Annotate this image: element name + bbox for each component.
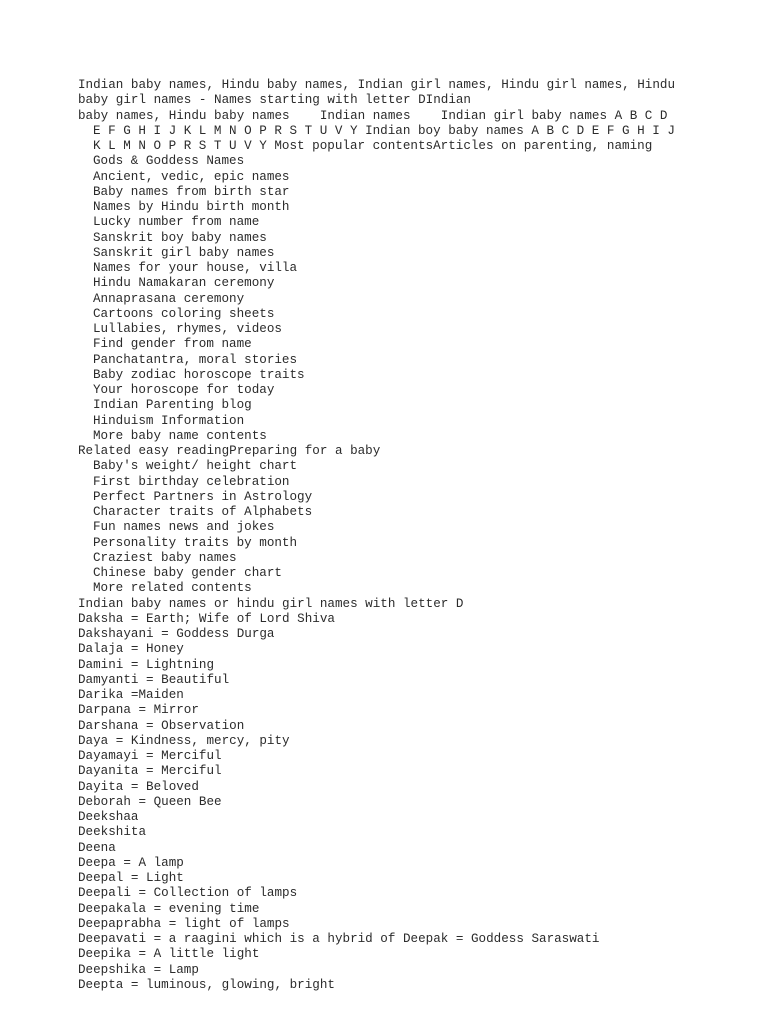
popular-link[interactable]: Gods & Goddess Names: [93, 154, 245, 169]
name-entry: Deepakala = evening time: [78, 901, 260, 916]
related-link[interactable]: More related contents: [93, 581, 252, 596]
related-link[interactable]: Fun names news and jokes: [93, 520, 275, 535]
name-entry: Deepta = luminous, glowing, bright: [78, 977, 335, 992]
names-list: [78, 612, 758, 993]
popular-link[interactable]: Sanskrit girl baby names: [93, 245, 275, 260]
name-entry: Damyanti = Beautiful: [78, 672, 230, 687]
document-page: [78, 78, 758, 993]
name-entry: Dalaja = Honey: [78, 642, 184, 657]
popular-link[interactable]: Annaprasana ceremony: [93, 291, 245, 306]
header-line-5: K L M N O P R S T U V Y Most popular contentsArticles on parenting, naming: [93, 139, 653, 153]
related-link[interactable]: Baby's weight/ height chart: [93, 459, 298, 474]
popular-link[interactable]: Find gender from name: [93, 337, 252, 352]
name-entry: Deepaprabha = light of lamps: [78, 916, 290, 931]
related-link[interactable]: Perfect Partners in Astrology: [93, 489, 313, 504]
name-entry: Deepshika = Lamp: [78, 962, 199, 977]
name-entry: Daya = Kindness, mercy, pity: [78, 733, 290, 748]
popular-link[interactable]: Names by Hindu birth month: [93, 200, 290, 214]
related-link[interactable]: First birthday celebration: [93, 474, 290, 489]
name-entry: Dayita = Beloved: [78, 779, 199, 794]
popular-link[interactable]: Cartoons coloring sheets: [93, 306, 275, 321]
name-entry: Deepavati = a raagini which is a hybrid of Deepak = Goddess Saraswati: [78, 932, 600, 946]
name-entry: Deena: [78, 840, 116, 855]
name-entry: Deepali = Collection of lamps: [78, 886, 298, 901]
related-heading: Related easy readingPreparing for a baby: [78, 444, 381, 458]
name-entry: Deepika = A little light: [78, 947, 260, 962]
related-link[interactable]: Character traits of Alphabets: [93, 505, 313, 519]
header-line-1: Indian baby names, Hindu baby names, Indian girl names, Hindu girl names, Hindu: [78, 78, 676, 92]
name-entry: Deepal = Light: [78, 871, 184, 885]
popular-link[interactable]: Baby names from birth star: [93, 184, 290, 199]
related-link[interactable]: Personality traits by month: [93, 535, 298, 550]
popular-link[interactable]: Names for your house, villa: [93, 261, 298, 275]
name-entry: Dakshayani = Goddess Durga: [78, 627, 275, 641]
popular-link[interactable]: Indian Parenting blog: [93, 398, 252, 413]
popular-link[interactable]: Lucky number from name: [93, 215, 260, 230]
name-entry: Dayanita = Merciful: [78, 764, 222, 779]
header-line-4: E F G H I J K L M N O P R S T U V Y Indian boy baby names A B C D E F G H I J: [93, 123, 675, 138]
popular-link[interactable]: Sanskrit boy baby names: [93, 230, 267, 245]
popular-link[interactable]: Ancient, vedic, epic names: [93, 169, 290, 184]
name-entry: Deepa = A lamp: [78, 855, 184, 870]
popular-link[interactable]: Baby zodiac horoscope traits: [93, 367, 305, 382]
header-line-2: baby girl names - Names starting with letter DIndian: [78, 93, 471, 108]
name-entry: Darika =Maiden: [78, 688, 184, 702]
names-heading: Indian baby names or hindu girl names with letter D: [78, 596, 464, 611]
popular-link[interactable]: More baby name contents: [93, 428, 267, 443]
popular-link[interactable]: Hindu Namakaran ceremony: [93, 276, 275, 291]
related-link[interactable]: Craziest baby names: [93, 550, 237, 565]
related-links-list: [78, 459, 758, 596]
related-link[interactable]: Chinese baby gender chart: [93, 566, 282, 580]
popular-links-list: [78, 154, 758, 444]
popular-link[interactable]: Your horoscope for today: [93, 383, 275, 397]
popular-link[interactable]: Panchatantra, moral stories: [93, 352, 298, 367]
name-entry: Darpana = Mirror: [78, 703, 199, 718]
name-entry: Deekshita: [78, 825, 147, 840]
name-entry: Darshana = Observation: [78, 718, 245, 733]
popular-link[interactable]: Hinduism Information: [93, 413, 245, 428]
name-entry: Damini = Lightning: [78, 657, 215, 672]
name-entry: Deborah = Queen Bee: [78, 794, 222, 809]
name-entry: Daksha = Earth; Wife of Lord Shiva: [78, 611, 335, 626]
header-line-3: baby names, Hindu baby names Indian names Indian girl baby names A B C D: [78, 108, 668, 123]
name-entry: Deekshaa: [78, 810, 139, 824]
name-entry: Dayamayi = Merciful: [78, 749, 222, 763]
popular-link[interactable]: Lullabies, rhymes, videos: [93, 322, 282, 336]
